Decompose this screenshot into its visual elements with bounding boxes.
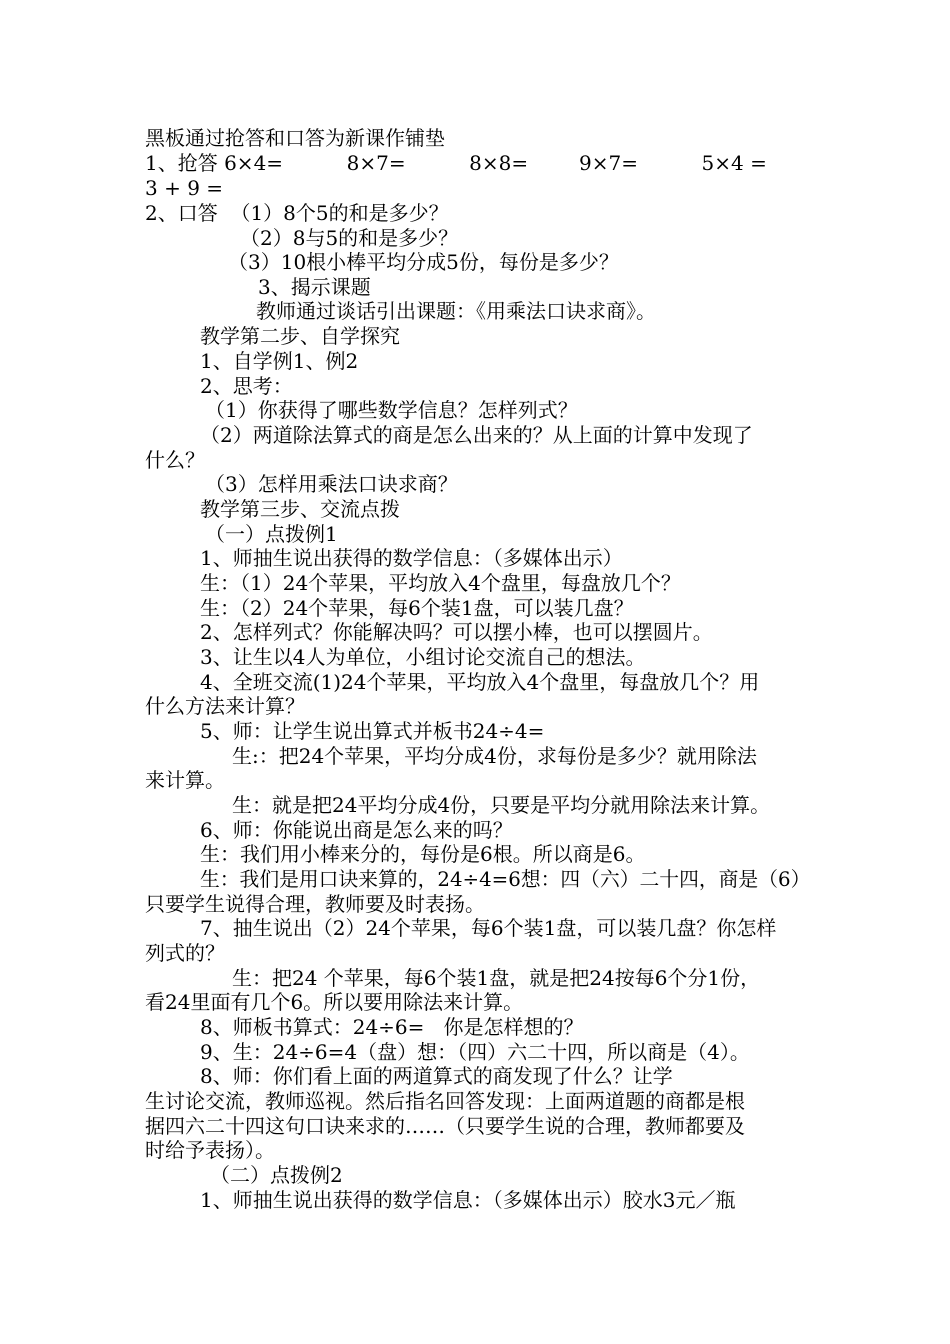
text-line: 只要学生说得合理，教师要及时表扬。 <box>145 892 485 916</box>
text-line: 7、抽生说出（2）24个苹果，每6个装1盘，可以装几盘？你怎样 <box>200 916 777 940</box>
text-line: 3、让生以4人为单位，小组讨论交流自己的想法。 <box>200 645 646 669</box>
text-line: 教学第二步、自学探究 <box>200 324 400 348</box>
text-line: 教师通过谈话引出课题：《用乘法口诀求商》。 <box>256 299 656 323</box>
text-line: 来计算。 <box>145 768 225 792</box>
text-line: 教学第三步、交流点拨 <box>200 497 400 521</box>
text-line: 时给予表扬）。 <box>145 1138 275 1162</box>
text-line: 生：把24 个苹果，每6个装1盘，就是把24按每6个分1份， <box>232 966 761 990</box>
text-line: 据四六二十四这句口诀来求的……（只要学生说的合理，教师都要及 <box>145 1114 745 1138</box>
text-line: 5、师：让学生说出算式并板书24÷4= <box>200 719 545 743</box>
text-line: 1、师抽生说出获得的数学信息：（多媒体出示）胶水3元／瓶 <box>200 1188 736 1212</box>
text-line: 4、全班交流(1)24个苹果，平均放入4个盘里，每盘放几个？用 <box>200 670 760 694</box>
text-line: 2、怎样列式？你能解决吗？可以摆小棒，也可以摆圆片。 <box>200 620 713 644</box>
text-line: （2）两道除法算式的商是怎么出来的？从上面的计算中发现了 <box>200 423 753 447</box>
text-line: 1、自学例1、例2 <box>200 349 359 373</box>
text-line: 2、思考： <box>200 374 293 398</box>
text-line: 看24里面有几个6。所以要用除法来计算。 <box>145 990 524 1014</box>
text-line: 生：（1）24个苹果，平均放入4个盘里，每盘放几个？ <box>200 571 681 595</box>
text-line: 3 + 9 = <box>145 176 224 200</box>
text-line: 生：（2）24个苹果，每6个装1盘，可以装几盘？ <box>200 596 634 620</box>
text-line: 1、抢答 6×4= 8×7= 8×8= 9×7= 5×4 = <box>145 151 767 175</box>
text-line: （1）你获得了哪些数学信息？怎样列式？ <box>205 398 578 422</box>
text-line: （一）点拨例1 <box>205 522 338 546</box>
text-line: （2）8与5的和是多少？ <box>240 226 459 250</box>
text-line: 8、师：你们看上面的两道算式的商发现了什么？让学 <box>200 1064 673 1088</box>
text-line: （3）10根小棒平均分成5份，每份是多少？ <box>228 250 619 274</box>
text-line: 列式的？ <box>145 941 225 965</box>
text-line: 生：我们用小棒来分的，每份是6根。所以商是6。 <box>200 842 646 866</box>
text-line: 9、生：24÷6=4（盘）想：（四）六二十四，所以商是（4）。 <box>200 1040 750 1064</box>
text-line: 什么方法来计算？ <box>145 694 305 718</box>
text-line: 生讨论交流，教师巡视。然后指名回答发现：上面两道题的商都是根 <box>145 1089 745 1113</box>
text-line: 生：我们是用口诀来算的，24÷4=6想：四（六）二十四，商是（6） <box>200 867 811 891</box>
text-line: 1、师抽生说出获得的数学信息：（多媒体出示） <box>200 546 623 570</box>
text-line: 黑板通过抢答和口答为新课作铺垫 <box>145 126 445 150</box>
text-line: 生：就是把24平均分成4份，只要是平均分就用除法来计算。 <box>232 793 771 817</box>
text-line: 2、口答 （1）8个5的和是多少？ <box>145 201 449 225</box>
text-line: 3、揭示课题 <box>258 275 371 299</box>
text-line: 生:：把24个苹果，平均分成4份，求每份是多少？就用除法 <box>232 744 757 768</box>
text-line: （3）怎样用乘法口诀求商？ <box>205 472 458 496</box>
text-line: 8、师板书算式：24÷6= 你是怎样想的？ <box>200 1015 584 1039</box>
text-line: 6、师：你能说出商是怎么来的吗？ <box>200 818 513 842</box>
text-line: 什么？ <box>145 448 205 472</box>
text-line: （二）点拨例2 <box>210 1163 343 1187</box>
